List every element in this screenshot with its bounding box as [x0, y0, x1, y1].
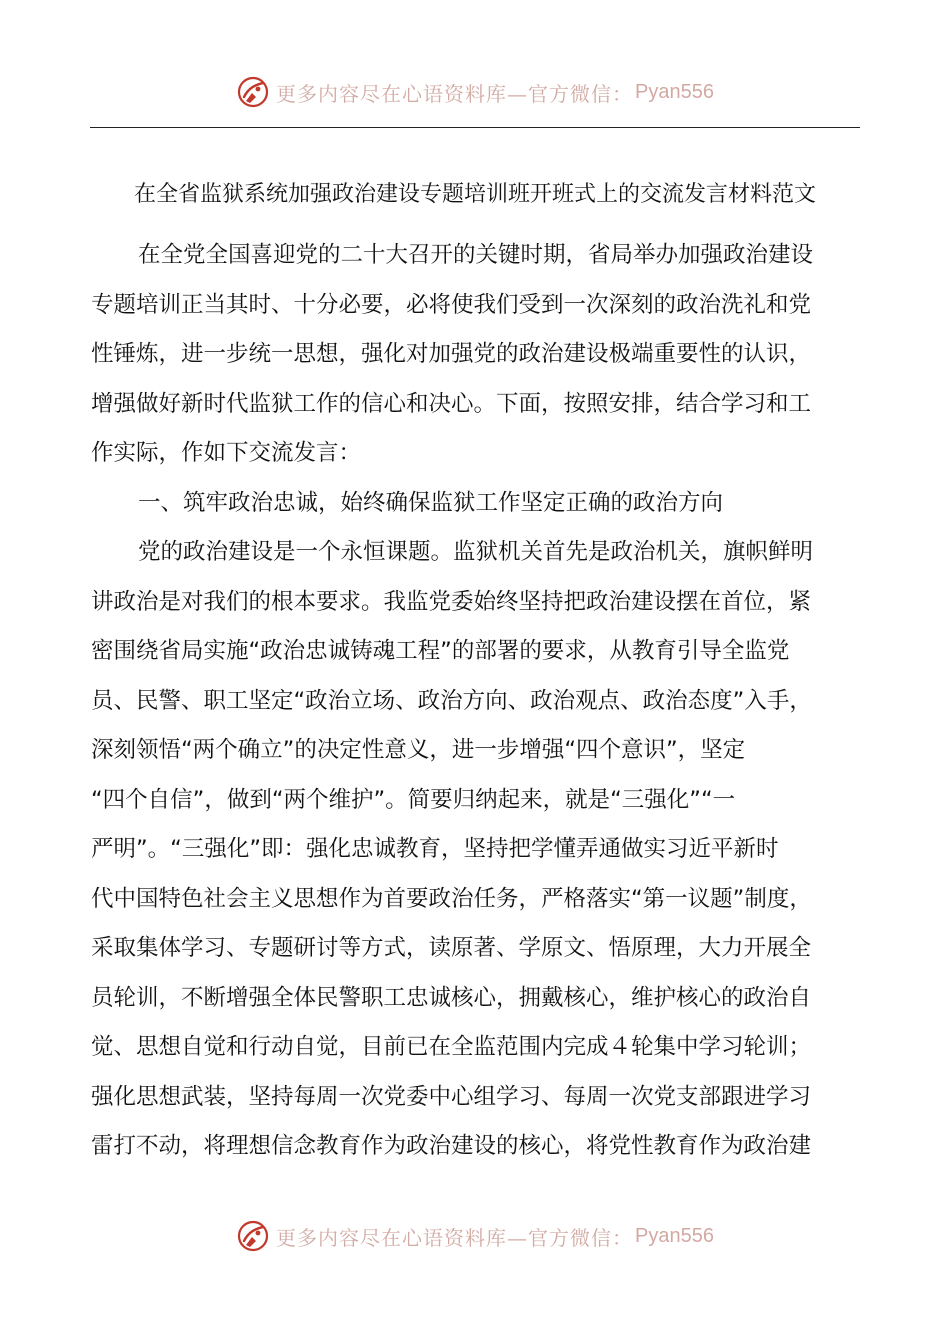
- watermark-text: 更多内容尽在心语资料库—官方微信：: [276, 81, 634, 106]
- body-line: 代中国特色社会主义思想作为首要政治任务，严格落实“第一议题”制度，: [91, 885, 812, 912]
- body-line: 员轮训，不断增强全体民警职工忠诚核心，拥戴核心，维护核心的政治自: [91, 984, 812, 1011]
- body-line: 作实际，作如下交流发言：: [91, 440, 362, 466]
- header-divider: [90, 127, 860, 128]
- footer-watermark: [0, 1216, 950, 1256]
- body-line: 性锤炼，进一步统一思想，强化对加强党的政治建设极端重要性的认识，: [91, 341, 812, 367]
- body-line: 党的政治建设是一个永恒课题。监狱机关首先是政治机关，旗帜鲜明: [138, 539, 814, 565]
- body-line: “四个自信”，做到“两个维护”。简要归纳起来，就是“三强化”“一: [91, 786, 736, 813]
- body-line: 采取集体学习、专题研讨等方式，读原著、学原文、悟原理，大力开展全: [91, 935, 812, 961]
- watermark-text: 更多内容尽在心语资料库—官方微信：: [276, 1225, 634, 1250]
- body-line: 在全党全国喜迎党的二十大召开的关键时期，省局举办加强政治建设: [138, 242, 814, 268]
- body-line: 密围绕省局实施“政治忠诚铸魂工程”的部署的要求，从教育引导全监党: [91, 638, 790, 664]
- body-line: 深刻领悟“两个确立”的决定性意义，进一步增强“四个意识”，坚定: [91, 737, 746, 763]
- header-watermark: [0, 72, 950, 112]
- body-line: 专题培训正当其时、十分必要，必将使我们受到一次深刻的政治洗礼和党: [91, 291, 812, 318]
- body-line: 强化思想武装，坚持每周一次党委中心组学习、每周一次党支部跟进学习: [91, 1083, 812, 1110]
- document-title: 在全省监狱系统加强政治建设专题培训班开班式上的交流发言材料范文: [133, 182, 816, 207]
- body-line: 增强做好新时代监狱工作的信心和决心。下面，按照安排，结合学习和工: [91, 390, 812, 417]
- body-line: 雷打不动，将理想信念教育作为政治建设的核心，将党性教育作为政治建: [91, 1133, 812, 1159]
- body-line: 觉、思想自觉和行动自觉，目前已在全监范围内完成４轮集中学习轮训；: [91, 1034, 812, 1060]
- body-line: 讲政治是对我们的根本要求。我监党委始终坚持把政治建设摆在首位，紧: [91, 588, 812, 615]
- body-line: 员、民警、职工坚定“政治立场、政治方向、政治观点、政治态度”入手，: [91, 687, 812, 714]
- hand-pen-logo-icon: [236, 1219, 270, 1253]
- section-heading: 一、筑牢政治忠诚，始终确保监狱工作坚定正确的政治方向: [138, 489, 724, 516]
- hand-pen-logo-icon: [236, 75, 270, 109]
- body-line: 严明”。“三强化”即：强化忠诚教育，坚持把学懂弄通做实习近平新时: [91, 836, 779, 862]
- watermark-wechat-id: Pyan556: [635, 80, 714, 103]
- watermark-wechat-id: Pyan556: [635, 1224, 714, 1247]
- document-body: [91, 231, 861, 1172]
